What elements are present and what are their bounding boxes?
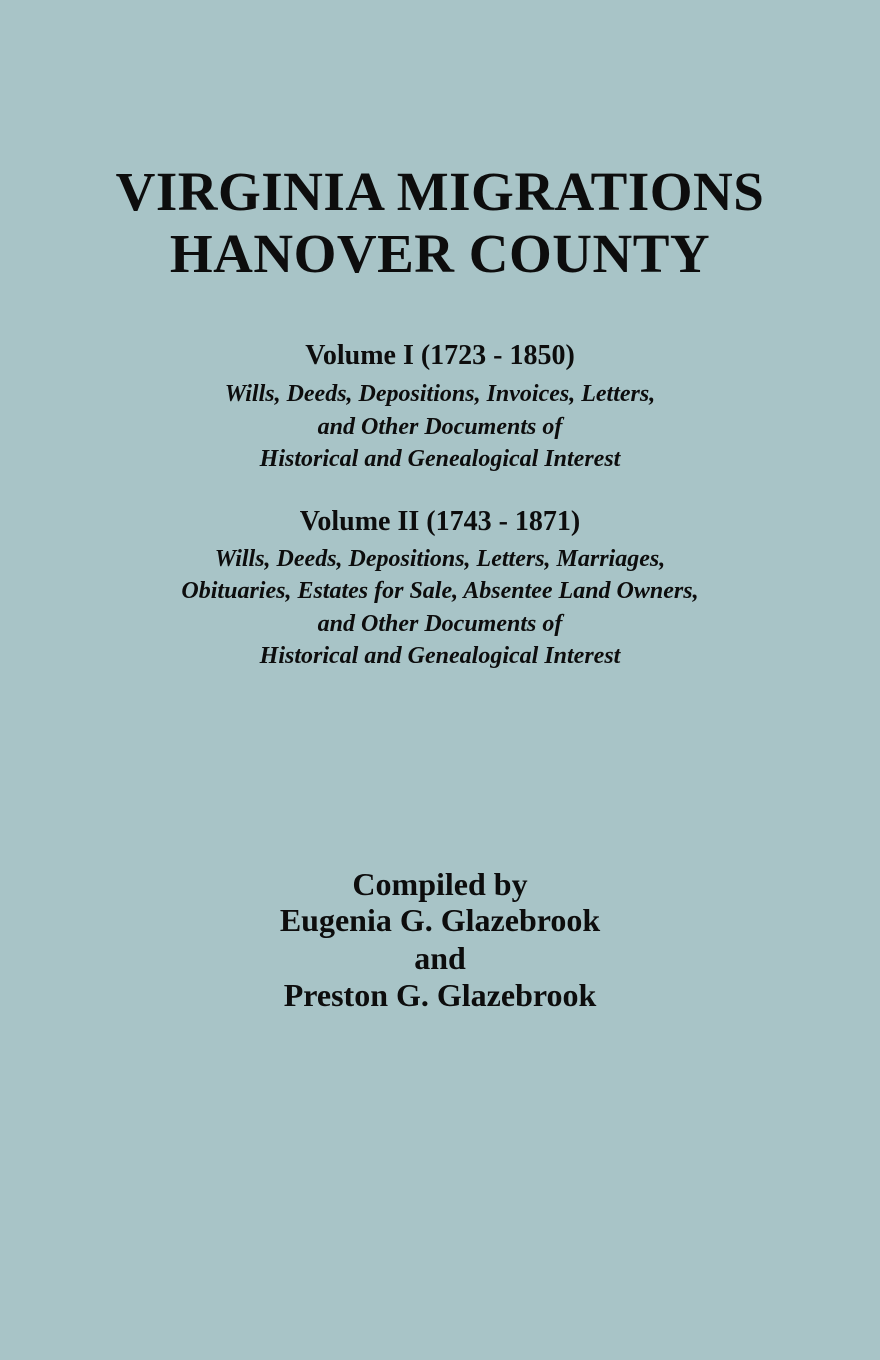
volume-2-description-line: Wills, Deeds, Depositions, Letters, Marriages, [214,546,666,572]
volume-2-description-line: Obituaries, Estates for Sale, Absentee Land Owners, [181,578,699,604]
title-line-1: VIRGINIA MIGRATIONS [115,161,765,222]
author-conjunction: and [414,940,466,976]
volume-1-description-line: and Other Documents of [317,414,563,440]
volume-1-description-line: Historical and Genealogical Interest [259,446,621,472]
volume-2-description-line: Historical and Genealogical Interest [259,643,621,669]
volume-1-heading: Volume I (1723 - 1850) [305,340,575,371]
volume-1-description-line: Wills, Deeds, Depositions, Invoices, Letters, [224,381,656,407]
volume-2-description-line: and Other Documents of [317,611,563,637]
compiled-by-label: Compiled by [352,866,528,902]
author-2-name: Preston G. Glazebrook [283,977,597,1013]
title-line-2: HANOVER COUNTY [169,223,711,284]
volume-2-heading: Volume II (1743 - 1871) [299,506,581,537]
author-1-name: Eugenia G. Glazebrook [279,902,601,938]
